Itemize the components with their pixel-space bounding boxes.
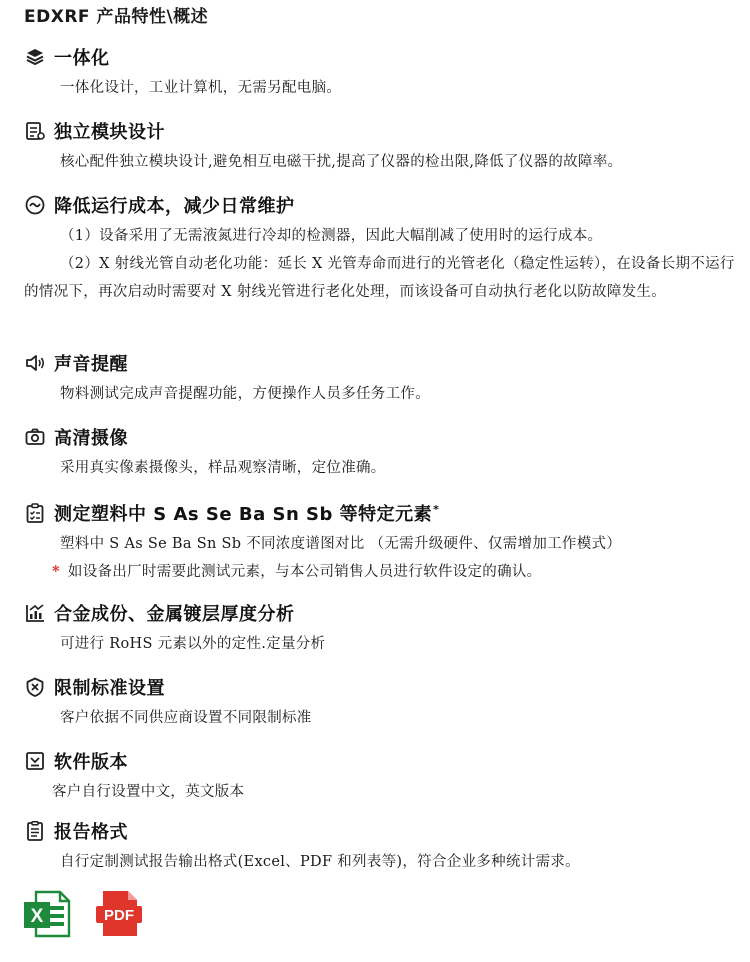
section-title: 软件版本 <box>54 752 128 773</box>
document-icon <box>24 820 46 842</box>
camera-icon <box>24 426 46 448</box>
asterisk-mark: * <box>52 563 60 580</box>
section-title: 声音提醒 <box>54 354 128 375</box>
section-title: 限制标准设置 <box>54 678 165 699</box>
pdf-file-icon <box>94 888 146 940</box>
section-report-format <box>24 818 736 876</box>
section-title: 高清摄像 <box>54 428 128 449</box>
file-format-icons <box>22 888 146 940</box>
section-hd-camera <box>24 424 736 482</box>
section-integration <box>24 44 736 102</box>
section-text: 核心配件独立模块设计,避免相互电磁干扰,提高了仪器的检出限,降低了仪器的故障率。 <box>60 154 623 170</box>
section-title: 一体化 <box>54 48 110 69</box>
section-text: （2）X 射线光管自动老化功能：延长 X 光管寿命而进行的光管老化（稳定性运转），在设备长期不运行的情况下，再次启动时需要对 X 射线光管进行老化处理，而该设备可自动执行老化以防故障发生。 <box>24 256 735 300</box>
shield-x-icon <box>24 676 46 698</box>
section-title: 独立模块设计 <box>54 122 165 143</box>
speaker-icon <box>24 352 46 374</box>
section-alloy-analysis <box>24 600 736 658</box>
section-cost-maintenance <box>24 192 736 306</box>
module-icon <box>24 120 46 142</box>
section-text: （1）设备采用了无需液氮进行冷却的检测器，因此大幅削减了使用时的运行成本。 <box>60 228 603 244</box>
svg-text:PDF: PDF <box>104 907 134 924</box>
section-title: 降低运行成本，减少日常维护 <box>54 196 295 217</box>
section-title: 测定塑料中 S As Se Ba Sn Sb 等特定元素* <box>54 503 440 525</box>
section-plastic-elements <box>24 500 736 586</box>
section-text: 客户自行设置中文，英文版本 <box>52 784 245 800</box>
section-title: 合金成份、金属镀层厚度分析 <box>54 604 295 625</box>
section-text: 一体化设计，工业计算机，无需另配电脑。 <box>60 80 342 96</box>
page-title: EDXRF 产品特性\概述 <box>24 7 209 27</box>
section-module-design <box>24 118 736 176</box>
section-limit-standard <box>24 674 736 732</box>
chart-growth-icon <box>24 602 46 624</box>
section-text: 可进行 RoHS 元素以外的定性.定量分析 <box>60 636 326 652</box>
excel-file-icon <box>22 888 72 940</box>
maintenance-icon <box>24 194 46 216</box>
section-text: 自行定制测试报告输出格式(Excel、PDF 和列表等)，符合企业多种统计需求。 <box>60 854 580 870</box>
svg-text:X: X <box>30 906 44 927</box>
section-note: * 如设备出厂时需要此测试元素，与本公司销售人员进行软件设定的确认。 <box>52 563 542 580</box>
section-text: 客户依据不同供应商设置不同限制标准 <box>60 710 312 726</box>
clipboard-check-icon <box>24 502 46 524</box>
section-sound-alert <box>24 350 736 408</box>
layers-icon <box>24 46 46 68</box>
section-text: 塑料中 S As Se Ba Sn Sb 不同浓度谱图对比 （无需升级硬件、仅需增加工作模式） <box>60 536 622 552</box>
download-box-icon <box>24 750 46 772</box>
section-software-version <box>24 748 736 806</box>
section-text: 采用真实像素摄像头，样品观察清晰，定位准确。 <box>60 460 386 476</box>
section-text: 物料测试完成声音提醒功能，方便操作人员多任务工作。 <box>60 386 430 402</box>
footnote-mark: * <box>433 503 440 516</box>
section-title: 报告格式 <box>54 822 128 843</box>
